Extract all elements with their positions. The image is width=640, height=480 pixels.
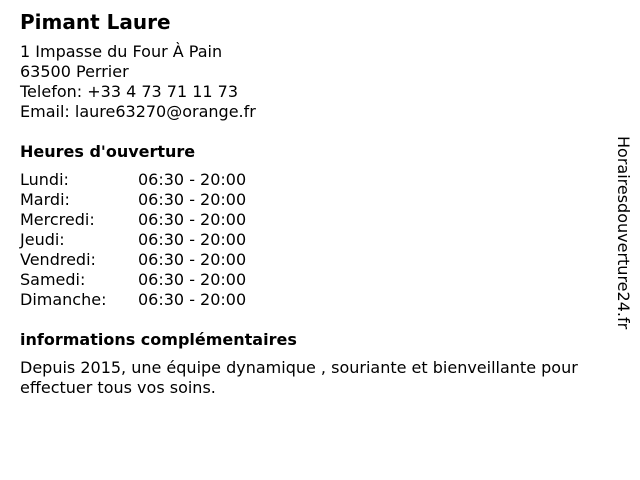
phone-number: Telefon: +33 4 73 71 11 73 xyxy=(20,82,239,101)
hours-row xyxy=(20,230,620,250)
address-line-2: 63500 Perrier xyxy=(20,62,129,81)
hours-row xyxy=(20,270,620,290)
hours-time: 06:30 - 20:00 xyxy=(138,290,247,309)
opening-hours-table xyxy=(20,170,620,310)
hours-time: 06:30 - 20:00 xyxy=(138,250,247,269)
hours-day: Dimanche: xyxy=(20,290,107,309)
hours-time: 06:30 - 20:00 xyxy=(138,190,247,209)
opening-hours-heading: Heures d'ouverture xyxy=(20,142,196,161)
hours-day: Mardi: xyxy=(20,190,70,209)
additional-info-heading: informations complémentaires xyxy=(20,330,297,349)
email-address: Email: laure63270@orange.fr xyxy=(20,102,256,121)
hours-row xyxy=(20,190,620,210)
business-name: Pimant Laure xyxy=(20,10,171,34)
hours-time: 06:30 - 20:00 xyxy=(138,270,247,289)
site-watermark: Horairesdouverture24.fr xyxy=(614,136,633,330)
hours-row xyxy=(20,290,620,310)
hours-row xyxy=(20,250,620,270)
hours-day: Vendredi: xyxy=(20,250,96,269)
address-line-1: 1 Impasse du Four À Pain xyxy=(20,42,223,61)
additional-info-text: Depuis 2015, une équipe dynamique , souriante et bienveillante pour effectuer tous vos soins. xyxy=(20,358,578,397)
hours-day: Jeudi: xyxy=(20,230,65,249)
hours-row xyxy=(20,170,620,190)
hours-time: 06:30 - 20:00 xyxy=(138,230,247,249)
hours-day: Samedi: xyxy=(20,270,86,289)
hours-day: Mercredi: xyxy=(20,210,95,229)
hours-time: 06:30 - 20:00 xyxy=(138,210,247,229)
business-card xyxy=(20,10,620,398)
hours-day: Lundi: xyxy=(20,170,69,189)
hours-time: 06:30 - 20:00 xyxy=(138,170,247,189)
hours-row xyxy=(20,210,620,230)
